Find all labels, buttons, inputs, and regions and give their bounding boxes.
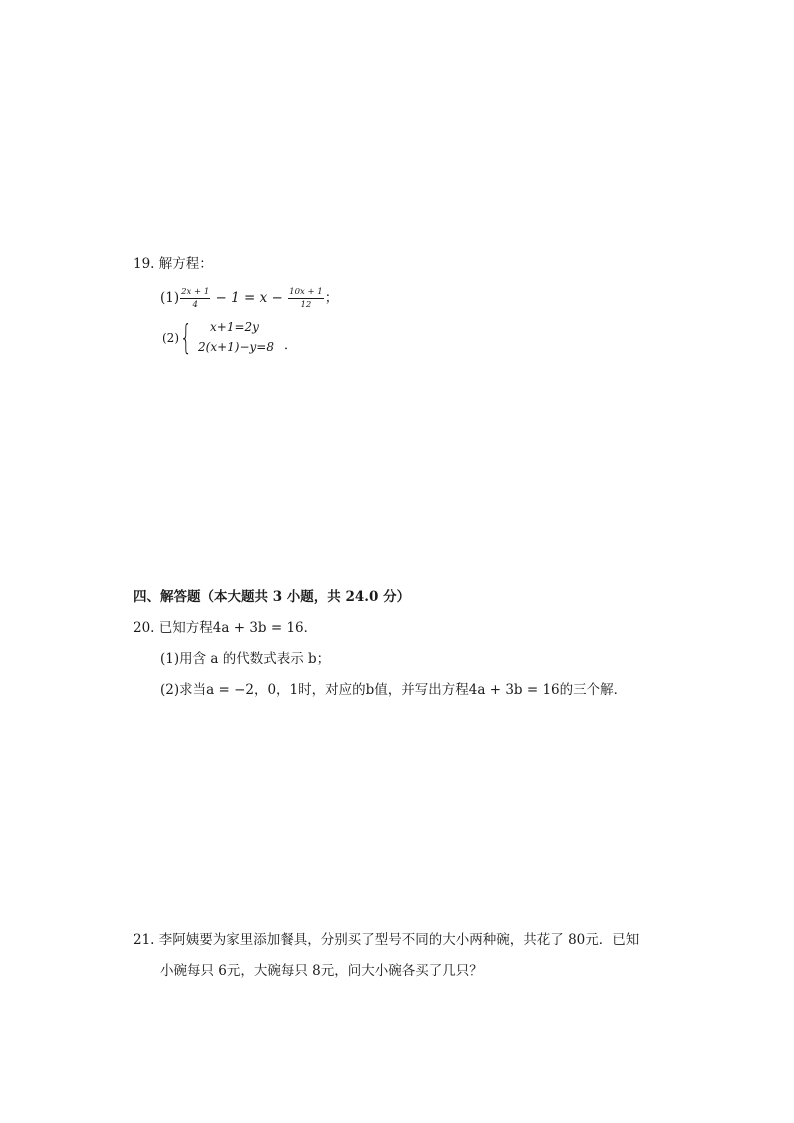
q19-part2-end: ．: [284, 338, 298, 353]
q21-number: 21.: [133, 932, 155, 948]
q19-part1: [160, 287, 338, 310]
q19-fraction-1-denominator: 4: [192, 300, 198, 310]
q21-line-1: [133, 931, 639, 949]
q19-system-equation-1: x+1=2y: [210, 320, 259, 334]
q19-part1-middle: − 1 = x −: [211, 290, 288, 306]
q19-part2-label: (2): [162, 331, 179, 345]
q19-fraction-2-numerator: 10x + 1: [289, 287, 323, 297]
section-4-heading: 四、解答题（本大题共 3 小题，共 24.0 分）: [133, 589, 411, 605]
q19-header: [133, 255, 213, 273]
q19-fraction-1-numerator: 2x + 1: [181, 287, 210, 297]
q19-fraction-1: [180, 287, 210, 310]
q19-system-brace: {: [180, 318, 192, 358]
q19-system-equation-2: 2(x+1)−y=8: [198, 340, 274, 354]
q19-part1-label: (1): [160, 290, 180, 306]
q20-stem: [133, 619, 317, 637]
q19-fraction-2-denominator: 12: [300, 300, 312, 310]
q20-stem-text: 已知方程4a + 3b = 16．: [158, 620, 318, 636]
q19-title: 解方程：: [158, 256, 213, 272]
q20-part1: (1)用含 a 的代数式表示 b；: [160, 651, 331, 667]
q19-part1-end: ；: [324, 290, 339, 306]
q21-line-2: 小碗每只 6元，大碗每只 8元，问大小碗各买了几只？: [160, 963, 483, 979]
q19-number: 19.: [133, 256, 155, 272]
q21-line-1-text: 李阿姨要为家里添加餐具，分别买了型号不同的大小两种碗，共花了 80元．已知: [158, 932, 640, 948]
q20-number: 20.: [133, 620, 155, 636]
q20-part2: (2)求当a = −2，0，1时，对应的b值，并写出方程4a + 3b = 16的三个解．: [160, 682, 628, 698]
q19-fraction-2: [288, 287, 324, 310]
